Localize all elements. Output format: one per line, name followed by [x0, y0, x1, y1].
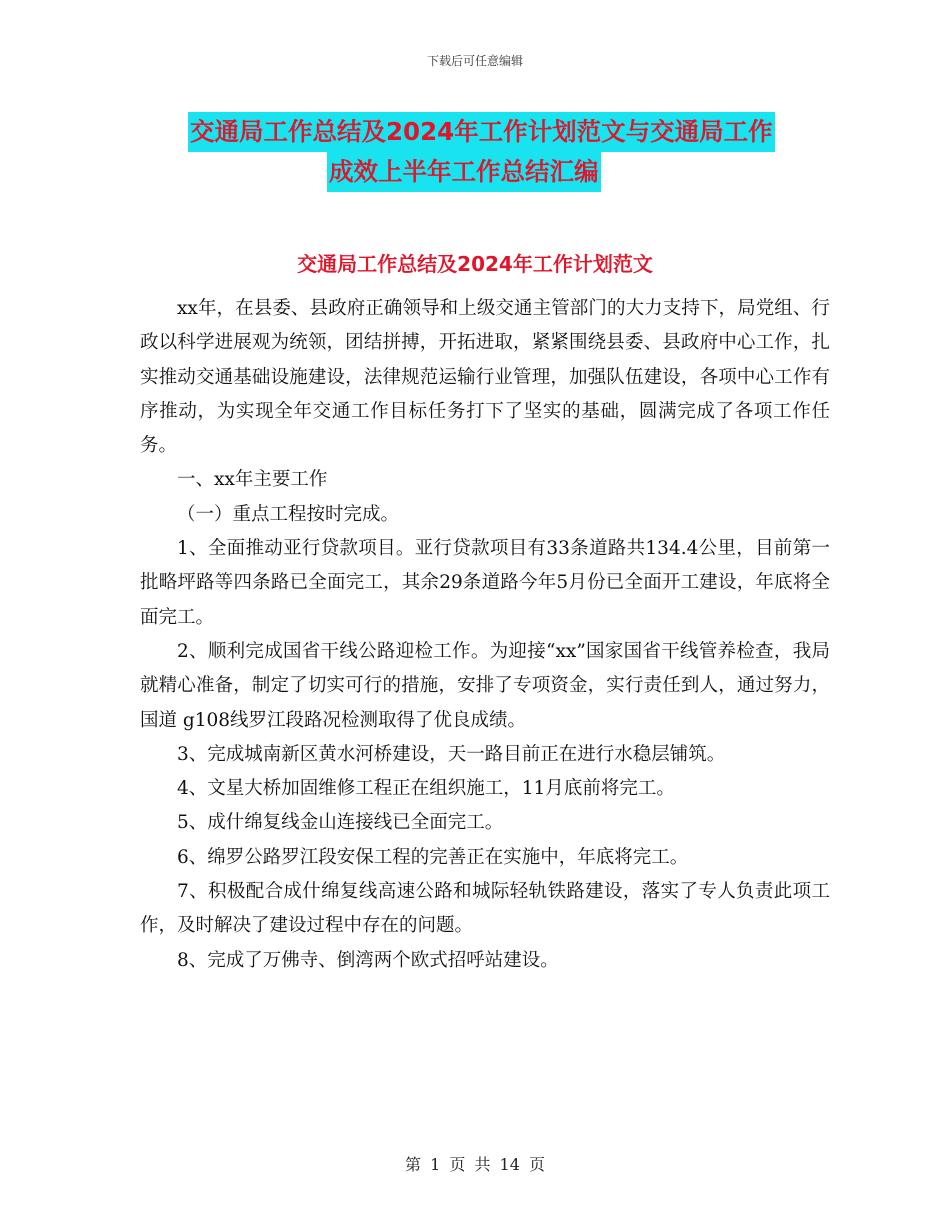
heading-main-work: 一、xx年主要工作: [177, 469, 328, 491]
paragraph-item-8: 8、完成了万佛寺、倒湾两个欧式招呼站建设。: [177, 949, 559, 971]
main-title-line-2: 成效上半年工作总结汇编: [327, 152, 601, 192]
paragraph-item-2: 2、顺利完成国省干线公路迎检工作。为迎接“xx”国家国省干线管养检查，我局就精心准备，制定了切实可行的措施，安排了专项资金，实行责任到人，通过努力，国道 g108线罗江段路况检测取得了优良成绩。: [140, 640, 830, 731]
paragraph-item-4: 4、文星大桥加固维修工程正在组织施工，11月底前将完工。: [177, 778, 675, 800]
page-footer: 第 1 页 共 14 页: [405, 1155, 545, 1174]
paragraph-item-3: 3、完成城南新区黄水河桥建设，天一路目前正在进行水稳层铺筑。: [177, 743, 726, 765]
heading-key-projects: （一）重点工程按时完成。: [177, 503, 400, 525]
paragraph-intro: xx年，在县委、县政府正确领导和上级交通主管部门的大力支持下，局党组、行政以科学进展观为统领，团结拼搏，开拓进取，紧紧围绕县委、县政府中心工作，扎实推动交通基础设施建设，法律规范运输行业管理，加强队伍建设，各项中心工作有序推动，为实现全年交通工作目标任务打下了坚实的基础，圆满完成了各项工作任务。: [140, 298, 830, 457]
header-note: 下载后可任意编辑: [426, 54, 523, 68]
paragraph-item-1: 1、全面推动亚行贷款项目。亚行贷款项目有33条道路共134.4公里，目前第一批略坪路等四条路已全面完工，其余29条道路今年5月份已全面开工建设，年底将全面完工。: [140, 538, 830, 628]
document-main-title: [140, 112, 860, 192]
document-body: [140, 292, 830, 978]
paragraph-item-5: 5、成什绵复线金山连接线已全面完工。: [177, 812, 504, 834]
section-title: 交通局工作总结及2024年工作计划范文: [297, 252, 653, 276]
paragraph-item-7: 7、积极配合成什绵复线高速公路和城际轻轨铁路建设，落实了专人负责此项工作，及时解决了建设过程中存在的问题。: [140, 881, 830, 937]
paragraph-item-6: 6、绵罗公路罗江段安保工程的完善正在实施中，年底将完工。: [177, 846, 689, 868]
main-title-line-1: 交通局工作总结及2024年工作计划范文与交通局工作: [188, 112, 775, 152]
